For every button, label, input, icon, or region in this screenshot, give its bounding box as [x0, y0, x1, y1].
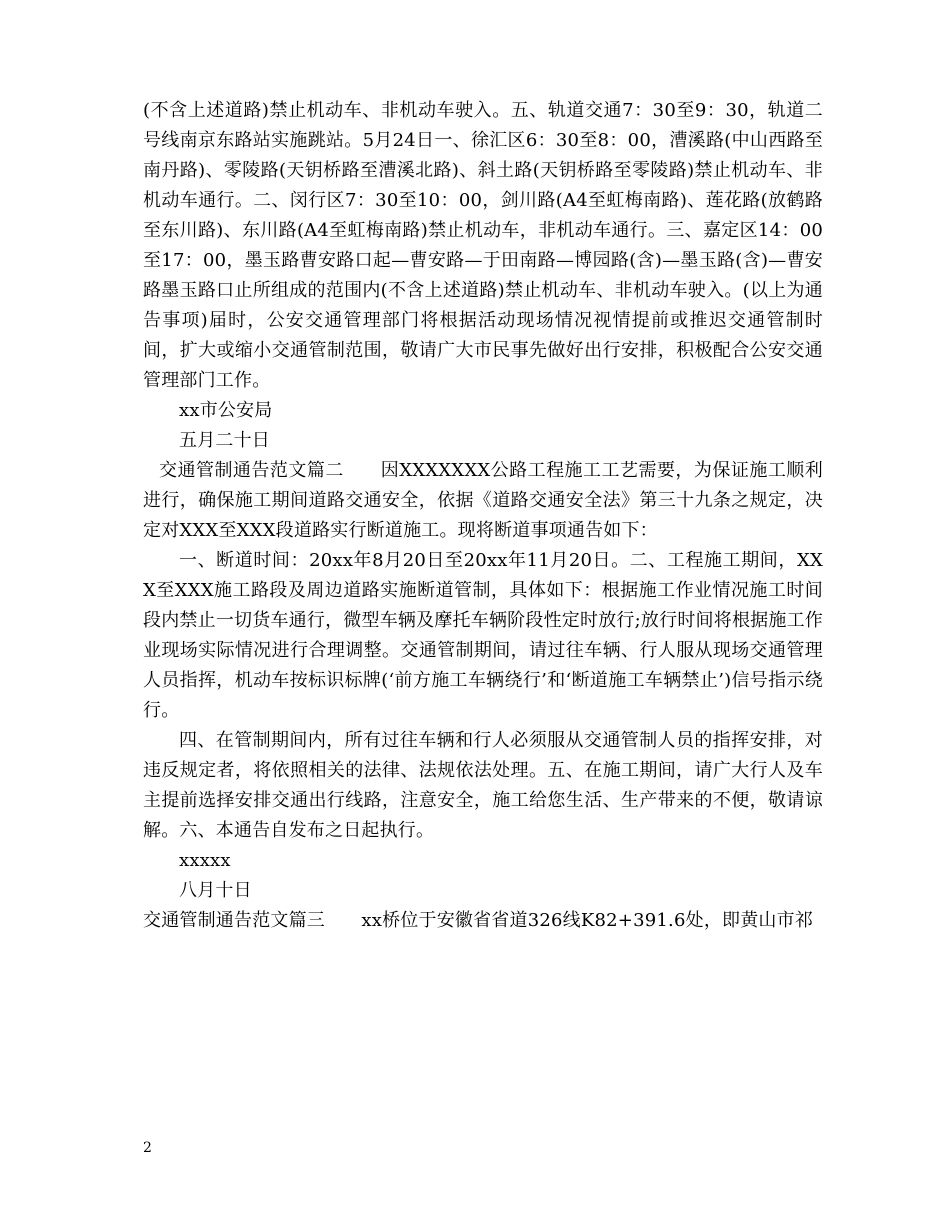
paragraph-closure-time: 一、断道时间：20xx年8月20日至20xx年11月20日。二、工程施工期间，XXX至XXX施工路段及周边道路实施断道管制，具体如下：根据施工作业情况施工时间段内禁止一切货车通行，微型车辆及摩托车辆阶段性定时放行;放行时间将根据施工作业现场实际情况进行合理调整。交通管制期间，请过往车辆、行人服从现场交通管理人员指挥，机动车按标识标牌(‘前方施工车辆绕行’和‘断道施工车辆禁止’)信号指示绕行。 — [143, 550, 823, 721]
signature-issuer: xxxxx — [179, 850, 231, 871]
paragraph-sample-three-intro: 交通管制通告范文篇三 xx桥位于安徽省省道326线K82+391.6处，即黄山市祁 — [143, 910, 814, 931]
paragraph-control-rules: 四、在管制期间内，所有过往车辆和行人必须服从交通管制人员的指挥安排，对违反规定者，将依照相关的法律、法规依法处理。五、在施工期间，请广大行人及车主提前选择安排交通出行线路，注意安全，施工给您生活、生产带来的不便，敬请谅解。六、本通告自发布之日起执行。 — [143, 730, 823, 841]
paragraph-sample-two-intro: 交通管制通告范文篇二 因XXXXXXX公路工程施工工艺需要，为保证施工顺利进行，确保施工期间道路交通安全，依据《道路交通安全法》第三十九条之规定，决定对XXX至XXX段道路实行断道施工。现将断道事项通告如下： — [143, 460, 823, 541]
paragraph-notice-continuation: (不含上述道路)禁止机动车、非机动车驶入。五、轨道交通7：30至9：30，轨道二号线南京东路站实施跳站。5月24日一、徐汇区6：30至8：00，漕溪路(中山西路至南丹路)、零陵路(天钥桥路至漕溪北路)、斜土路(天钥桥路至零陵路)禁止机动车、非机动车通行。二、闵行区7：30至10：00，剑川路(A4至虹梅南路)、莲花路(放鹤路至东川路)、东川路(A4至虹梅南路)禁止机动车，非机动车通行。三、嘉定区14：00至17：00，墨玉路曹安路口起—曹安路—于田南路—博园路(含)—墨玉路(含)—曹安路墨玉路口止所组成的范围内(不含上述道路)禁止机动车、非机动车驶入。(以上为通告事项)届时，公安交通管理部门将根据活动现场情况视情提前或推迟交通管制时间，扩大或缩小交通管制范围，敬请广大市民事先做好出行安排，积极配合公安交通管理部门工作。 — [143, 100, 823, 391]
signature-police-bureau: xx市公安局 — [179, 400, 273, 421]
page-number: 2 — [143, 1140, 152, 1156]
signature-date-may: 五月二十日 — [179, 430, 270, 451]
document-body — [143, 96, 823, 936]
signature-date-august: 八月十日 — [179, 880, 252, 901]
